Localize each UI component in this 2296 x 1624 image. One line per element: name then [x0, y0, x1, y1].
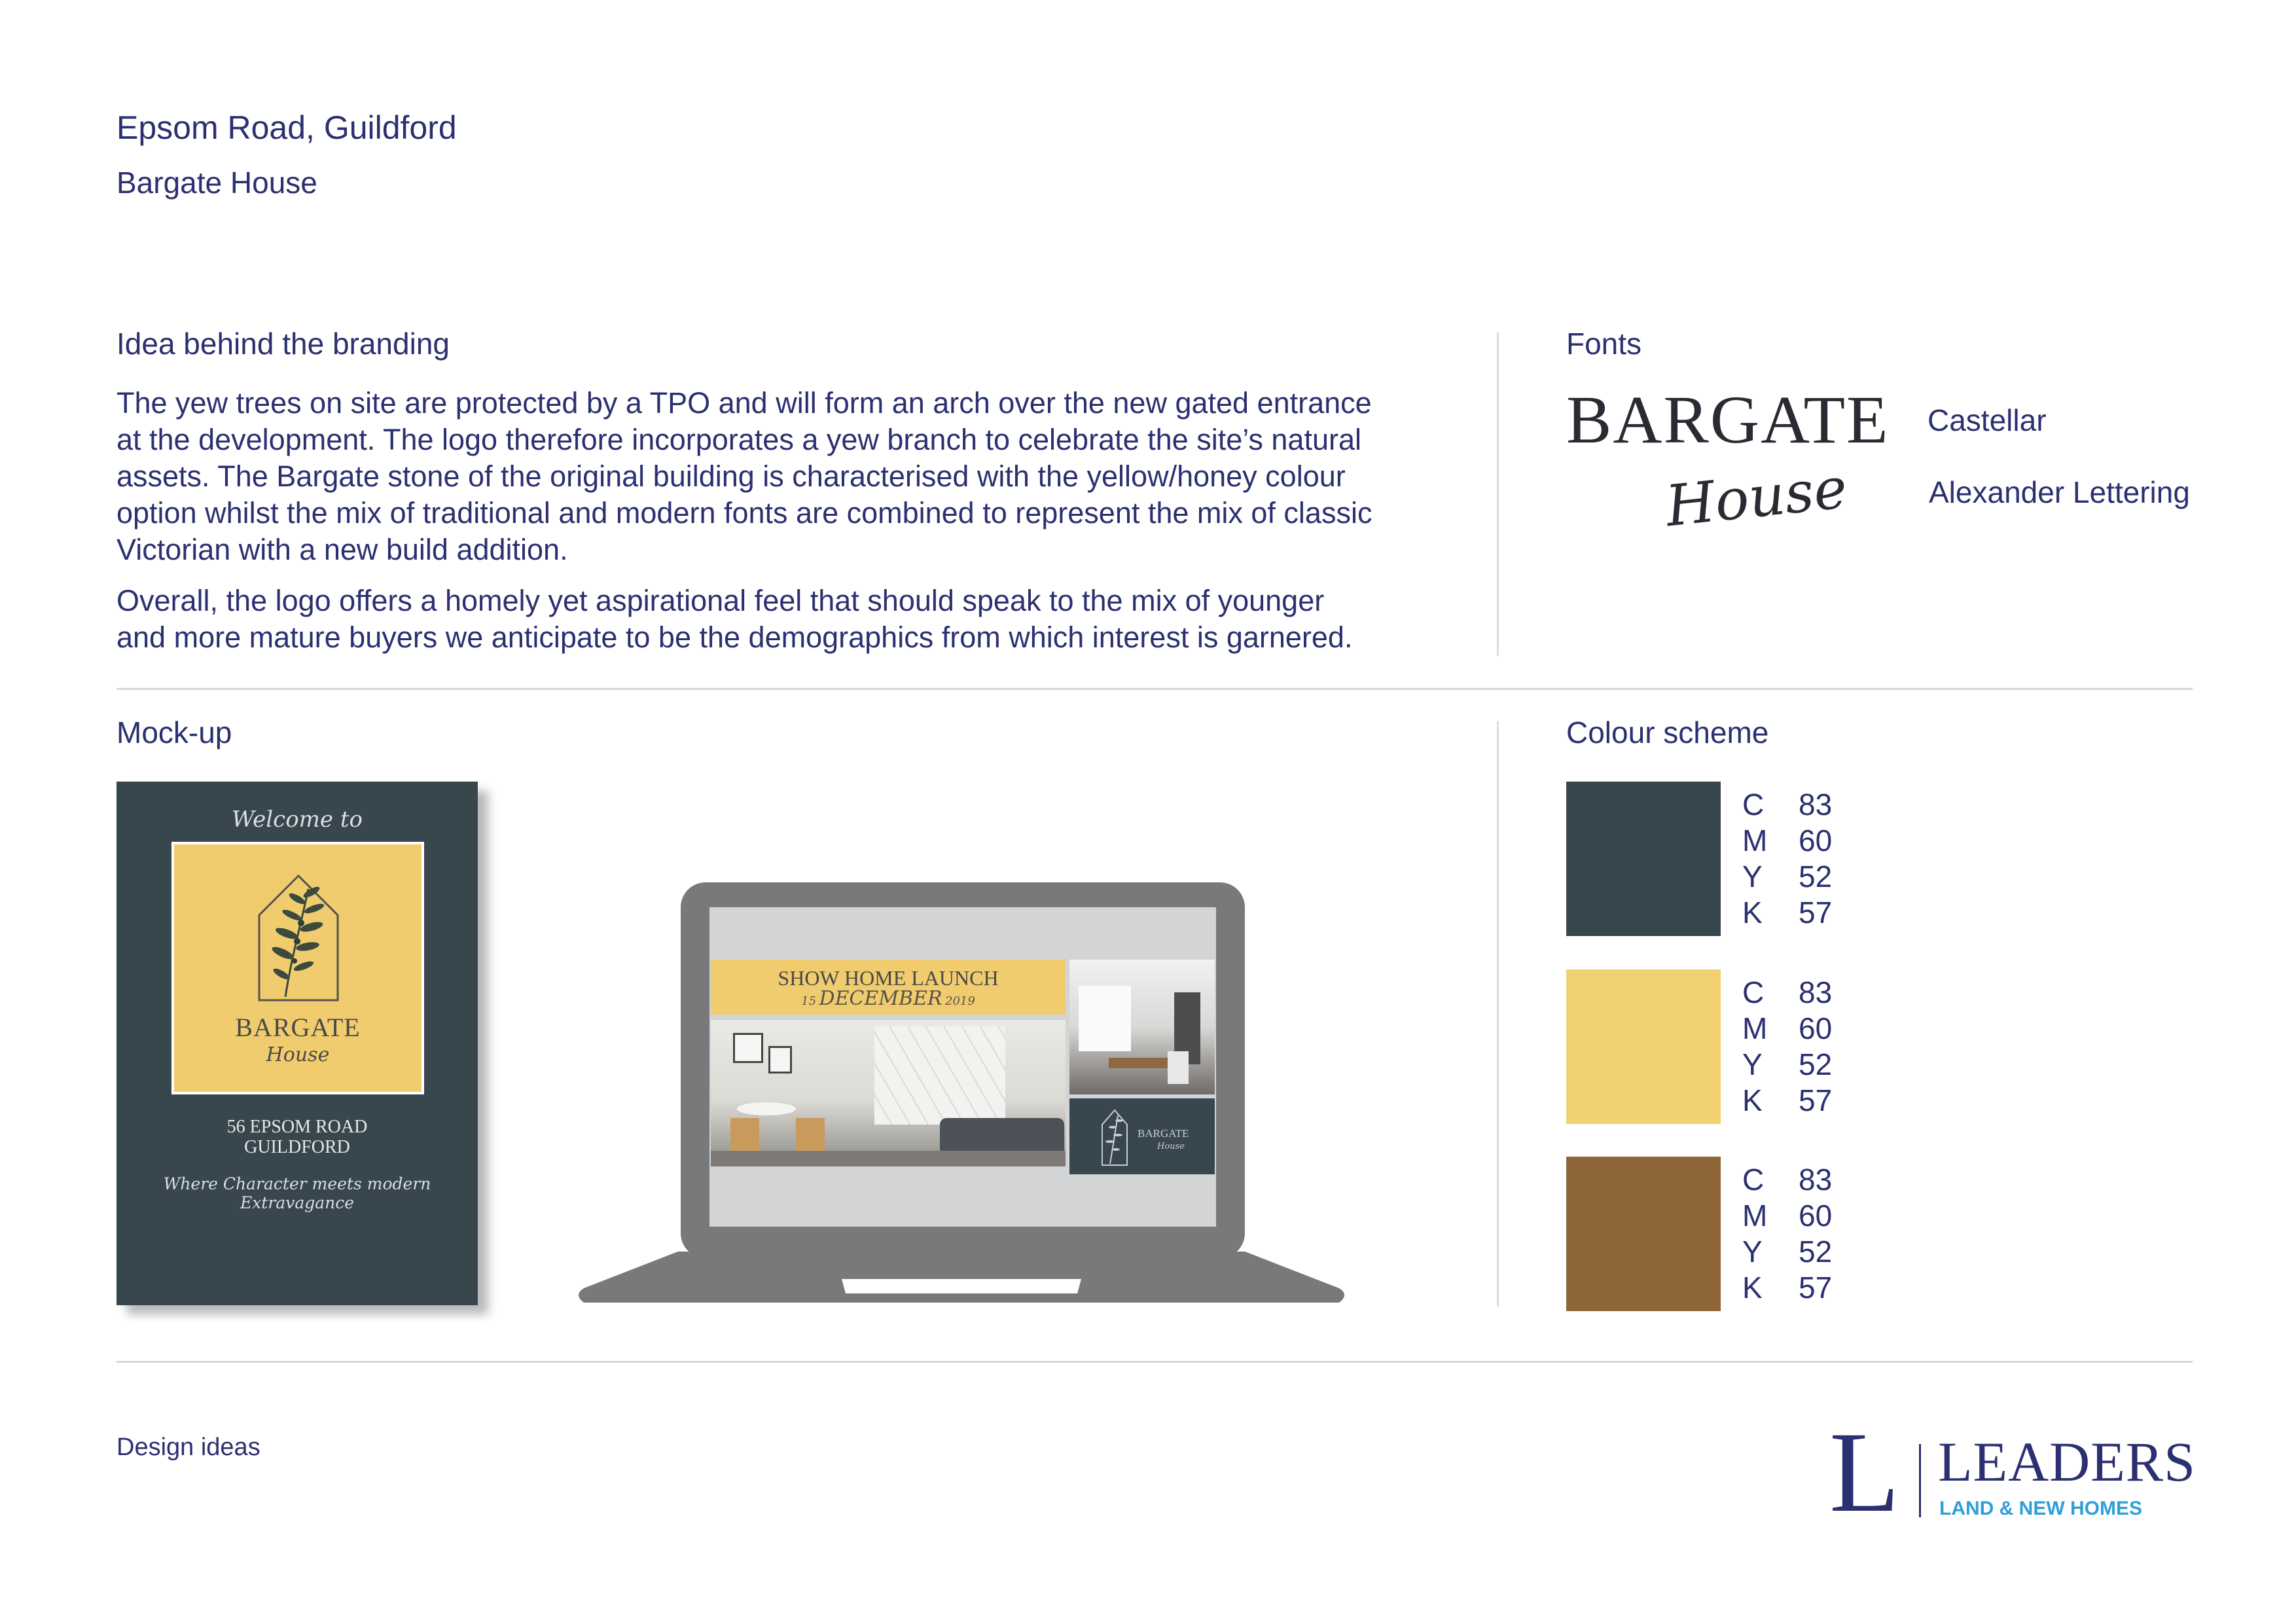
cmyk-value: 52 [1799, 1235, 1833, 1269]
branding-line: assets. The Bargate stone of the original building is characterised with the yellow/honey colour [117, 460, 1346, 493]
cmyk-values-charcoal [1742, 787, 1832, 931]
yew-branch-house-icon [246, 863, 351, 1007]
branding-line: at the development. The logo therefore incorporates a yew branch to celebrate the site’s natural [117, 423, 1361, 456]
branding-paragraph-1 [117, 385, 1465, 568]
branding-paragraph-2 [117, 583, 1465, 656]
wall-frame [768, 1046, 792, 1074]
cmyk-value: 57 [1799, 1083, 1833, 1117]
colour-swatch-charcoal [1566, 782, 1721, 936]
feature-wall [874, 1026, 1005, 1125]
cmyk-key: Y [1742, 1235, 1763, 1269]
vertical-divider-top [1497, 333, 1499, 656]
cmyk-key: Y [1742, 1047, 1763, 1081]
cmyk-value: 57 [1799, 1271, 1833, 1305]
cmyk-key: K [1742, 1083, 1763, 1117]
branding-line: Victorian with a new build addition. [117, 533, 568, 566]
mockup-heading: Mock-up [117, 715, 232, 749]
cmyk-key: C [1742, 1163, 1765, 1197]
footer-label: Design ideas [117, 1434, 260, 1461]
cmyk-value: 52 [1799, 859, 1833, 893]
vertical-divider-bottom [1497, 721, 1499, 1307]
colour-swatch-honey [1566, 969, 1721, 1124]
yew-branch-icon [1098, 1105, 1131, 1168]
font-primary-name: Castellar [1928, 403, 2047, 437]
kitchen-photo [1069, 960, 1215, 1094]
launch-banner-month: DECEMBER [819, 987, 942, 1010]
brochure-logo-secondary: House [266, 1043, 330, 1066]
cmyk-value: 83 [1799, 787, 1833, 821]
kitchen-units [1079, 986, 1131, 1051]
cmyk-key: K [1742, 895, 1763, 929]
branding-line: option whilst the mix of traditional and modern fonts are combined to represent the mix of classic [117, 496, 1372, 530]
cmyk-values-honey [1742, 975, 1832, 1119]
tile-logo-primary: BARGATE [1138, 1127, 1189, 1140]
colour-swatch-bronze [1566, 1157, 1721, 1311]
font-sample-secondary: House [1662, 455, 1850, 540]
cmyk-key: C [1742, 975, 1765, 1009]
cmyk-key: K [1742, 1271, 1763, 1305]
launch-banner [711, 960, 1066, 1015]
location-title: Epsom Road, Guildford [117, 109, 457, 146]
branding-line: Overall, the logo offers a homely yet aspirational feel that should speak to the mix of younger [117, 584, 1325, 617]
brochure-welcome: Welcome to [232, 806, 363, 833]
leaders-logo-letter: L [1829, 1409, 1900, 1536]
laptop-base [573, 1249, 1350, 1305]
brochure-address [117, 1117, 478, 1157]
launch-banner-year: 2019 [945, 994, 975, 1008]
cmyk-value: 60 [1799, 823, 1833, 857]
living-room-photo [711, 1020, 1066, 1166]
section-divider [117, 688, 2193, 690]
leaders-logo-tagline: LAND & NEW HOMES [1939, 1498, 2142, 1519]
brochure-address-line1: 56 EPSOM ROAD [226, 1117, 368, 1137]
leaders-logo-divider [1919, 1444, 1921, 1517]
brochure-logo-primary: BARGATE [235, 1013, 361, 1042]
branding-line: The yew trees on site are protected by a TPO and will form an arch over the new gated entrance [117, 386, 1372, 420]
leaders-logo-name: LEADERS [1938, 1430, 2196, 1493]
brochure-logo-panel [171, 842, 424, 1094]
font-sample-primary: BARGATE [1566, 382, 1890, 458]
branding-line: and more mature buyers we anticipate to be the demographics from which interest is garnered. [117, 621, 1353, 654]
colour-scheme-heading: Colour scheme [1566, 715, 1769, 749]
brochure-address-line2: GUILDFORD [244, 1137, 350, 1157]
launch-banner-date [711, 987, 1066, 1010]
cmyk-key: M [1742, 1199, 1768, 1233]
brochure-tagline: Where Character meets modern Extravagance [163, 1174, 431, 1212]
fonts-heading: Fonts [1566, 327, 1642, 361]
footer-divider [117, 1361, 2193, 1363]
brochure-mockup [117, 782, 478, 1305]
cmyk-key: M [1742, 1011, 1768, 1045]
kitchen-chair [1168, 1051, 1189, 1084]
cmyk-value: 83 [1799, 975, 1833, 1009]
cmyk-key: C [1742, 787, 1765, 821]
font-secondary-name: Alexander Lettering [1929, 475, 2190, 509]
wall-frame [733, 1033, 763, 1063]
cmyk-values-bronze [1742, 1162, 1832, 1306]
cmyk-value: 60 [1799, 1011, 1833, 1045]
branding-heading: Idea behind the branding [117, 327, 450, 361]
cmyk-value: 60 [1799, 1199, 1833, 1233]
cmyk-key: M [1742, 823, 1768, 857]
cmyk-value: 57 [1799, 895, 1833, 929]
launch-banner-title: SHOW HOME LAUNCH [778, 966, 999, 990]
launch-banner-day: 15 [801, 994, 817, 1008]
cmyk-value: 83 [1799, 1163, 1833, 1197]
tile-logo-secondary: House [1157, 1142, 1185, 1151]
cmyk-key: Y [1742, 859, 1763, 893]
laptop-screen [709, 907, 1216, 1227]
leaders-logo [1829, 1409, 2196, 1536]
dining-table [737, 1102, 796, 1115]
cmyk-value: 52 [1799, 1047, 1833, 1081]
floor [711, 1151, 1066, 1166]
project-subtitle: Bargate House [117, 166, 317, 200]
logo-tile [1069, 1098, 1215, 1174]
sofa [940, 1118, 1064, 1155]
